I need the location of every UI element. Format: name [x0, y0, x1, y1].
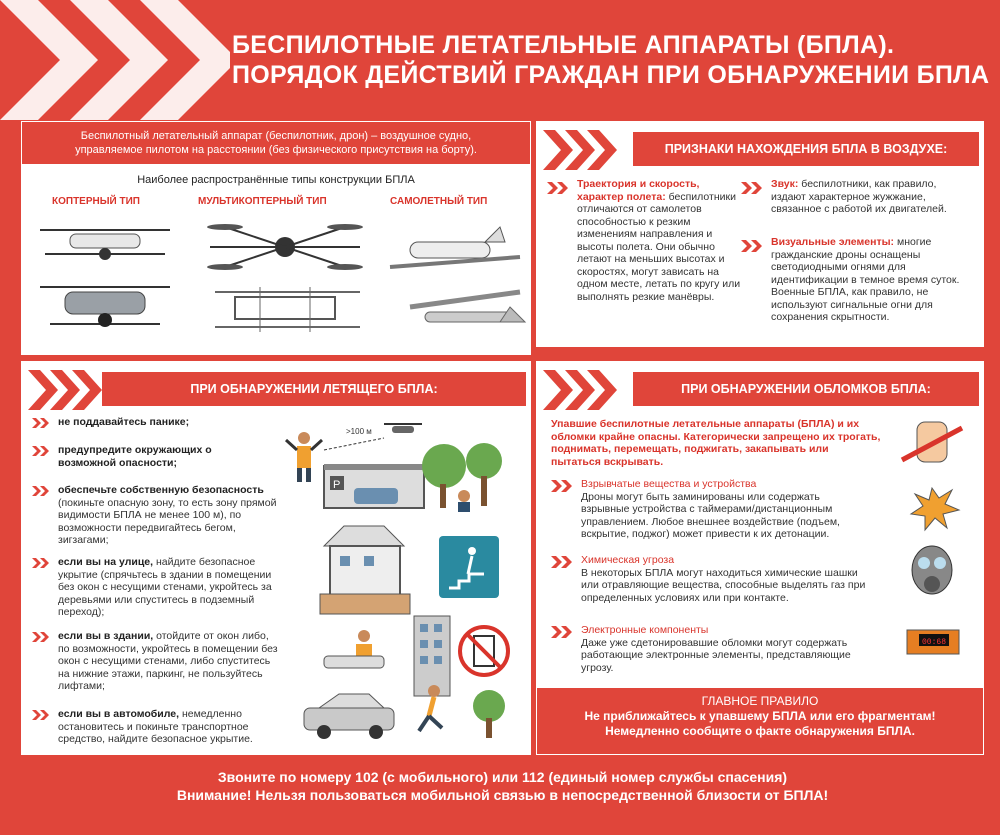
flying-illustrations: [284, 416, 524, 746]
arrow-icon: [32, 486, 50, 496]
item-text: немедленно остановитесь и покиньте транспортное средство, найдите безопасное укрытие.: [58, 708, 253, 745]
arrow-icon: [741, 182, 765, 194]
rule-line2: Немедленно сообщите о факте обнаружения БПЛА.: [605, 724, 915, 738]
underground-passage-sign-icon: [439, 536, 499, 598]
chemical-title: Химическая угроза: [581, 554, 675, 566]
debris-chevrons: [543, 370, 633, 410]
signs-heading: ПРИЗНАКИ НАХОЖДЕНИЯ БПЛА В ВОЗДУХЕ:: [633, 132, 979, 166]
item-bold: обеспечьте собственную безопасность: [58, 484, 264, 496]
time-bomb-icon: [907, 630, 959, 654]
rule-line1: Не приближайтесь к упавшему БПЛА или его фрагментам!: [584, 709, 936, 723]
small-drone-icon: [384, 424, 422, 433]
sound-text: беспилотники, как правило, издают характерное жужжание, связанное с работой их двигателей.: [771, 178, 947, 215]
list-item: [32, 630, 282, 693]
tree-shelter-icon: [422, 443, 502, 512]
signs-panel: [537, 122, 983, 346]
fixed-wing-drone-icon: [410, 292, 525, 322]
multicopter-drone-2-icon: [215, 287, 360, 332]
list-item: [32, 444, 282, 469]
apartment-building-icon: [414, 616, 450, 696]
item-bold: не поддавайтесь панике;: [58, 416, 190, 428]
item-text: найдите безопасное укрытие (спрячьтесь в здании в помещении без окон с несущими стенами, укройтесь за деревьями или спуститесь в подземный переход);: [58, 556, 272, 618]
header-chevrons: [0, 0, 230, 120]
copter-drone-2-icon: [40, 287, 170, 327]
electronic-title: Электронные компоненты: [581, 624, 709, 636]
gas-mask-icon: [912, 546, 952, 594]
parking-garage-icon: [324, 464, 424, 508]
arrow-icon: [551, 480, 575, 492]
trajectory-text: беспилотники отличаются от самолетов способностью к резким изменениям направления и высоты полета. Они обычно летают на меньших высотах и скоростях, могут зависать на одном месте, летать по кругу или выполнять резкие манёвры.: [577, 190, 741, 303]
arrow-icon: [32, 632, 50, 642]
arrow-icon: [551, 556, 575, 568]
footer: [22, 762, 983, 822]
vtol-plane-drone-icon: [390, 227, 520, 267]
visual-text: многие гражданские дроны оснащены светодиодными огнями для идентификации в темное время суток. Военные БПЛА, как правило, не используют сигнальные огни для сохранения скрытности.: [771, 236, 960, 323]
arrow-icon: [741, 240, 765, 252]
explosion-icon: [911, 488, 959, 530]
explosive-title: Взрывчатые вещества и устройства: [581, 478, 757, 490]
debris-icons: [897, 418, 977, 668]
building-basement-icon: [320, 526, 410, 614]
main-rule-box: [537, 688, 983, 754]
chemical-text: В некоторых БПЛА могут находиться химические шашки или отравляющие вещества, способные выделять газ при определенных условиях или при контакте.: [581, 566, 866, 604]
page-title: БЕСПИЛОТНЫЕ ЛЕТАТЕЛЬНЫЕ АППАРАТЫ (БПЛА). ПОРЯДОК ДЕЙСТВИЙ ГРАЖДАН ПРИ ОБНАРУЖЕНИИ БПЛА: [232, 31, 990, 89]
debris-heading: ПРИ ОБНАРУЖЕНИИ ОБЛОМКОВ БПЛА:: [633, 372, 979, 406]
list-item: [32, 708, 282, 746]
copter-drone-icon: [40, 230, 170, 260]
electronic-text: Даже уже сдетонировавшие обломки могут содержать работающие электронные элементы, представляющие угрозу.: [581, 636, 851, 674]
visual-title: Визуальные элементы:: [771, 236, 895, 248]
item-text: (покиньте опасную зону, то есть зону прямой видимости БПЛА не менее 100 м), по возможности передвигайтесь бегом, зигзагами;: [58, 496, 277, 546]
debris-panel: [537, 362, 983, 754]
explosive-text: Дроны могут быть заминированы или содержать взрывные устройства с таймерами/дистанционным управлением. Любое внешнее воздействие (подъем, вскрытие, поджог) может привести к их детонации.: [581, 490, 840, 540]
list-item: [32, 484, 282, 547]
list-item: [32, 556, 282, 619]
sound-title: Звук:: [771, 178, 799, 190]
person-warning-icon: [286, 432, 322, 482]
person-sheltering-icon: [324, 630, 384, 668]
timer-label: 00:68: [922, 638, 947, 647]
arrow-icon: [32, 558, 50, 568]
arrow-icon: [32, 710, 50, 720]
item-text: отойдите от окон либо, по возможности, укройтесь в помещении без окон с несущими стенами, либо спуститесь на нижние этажи, паркинг, не пользуйтесь лифтами;: [58, 630, 278, 692]
list-item: [32, 416, 282, 429]
types-heading: Наиболее распространённые типы конструкции БПЛА: [137, 174, 415, 186]
arrow-icon: [32, 418, 50, 428]
item-bold: предупредите окружающих о возможной опасности;: [58, 444, 212, 469]
no-elevator-sign-icon: [460, 627, 508, 675]
multicopter-drone-icon: [207, 224, 363, 270]
type-plane-label: САМОЛЕТНЫЙ ТИП: [390, 196, 488, 207]
car-icon: [304, 694, 394, 739]
footer-line1: Звоните по номеру 102 (с мобильного) или 112 (единый номер службы спасения): [217, 769, 788, 785]
type-copter-label: КОПТЕРНЫЙ ТИП: [52, 196, 140, 207]
trajectory-title: Траектория и скорость, характер полета:: [577, 178, 700, 203]
item-bold: если вы на улице,: [58, 556, 154, 568]
no-touch-hand-icon: [902, 422, 962, 462]
rule-title: ГЛАВНОЕ ПРАВИЛО: [701, 694, 819, 708]
flying-panel: [22, 362, 530, 754]
flying-heading: ПРИ ОБНАРУЖЕНИИ ЛЕТЯЩЕГО БПЛА:: [102, 372, 526, 406]
type-multicopter-label: МУЛЬТИКОПТЕРНЫЙ ТИП: [198, 196, 327, 207]
item-bold: если вы в здании,: [58, 630, 154, 642]
definition-text: Беспилотный летательный аппарат (беспилотник, дрон) – воздушное судно, управляемое пилотом на расстоянии (без физического присутствия на борту).: [22, 122, 530, 164]
definition-panel: [22, 122, 530, 354]
footer-line2: Внимание! Нельзя пользоваться мобильной связью в непосредственной близости от БПЛА!: [176, 787, 829, 803]
signs-chevrons: [543, 130, 633, 170]
arrow-icon: [547, 182, 571, 194]
parking-label: P: [333, 479, 341, 491]
arrow-icon: [551, 626, 575, 638]
drone-types-illustration: [30, 212, 530, 347]
tree-icon: [473, 690, 505, 738]
item-bold: если вы в автомобиле,: [58, 708, 180, 720]
debris-warning: Упавшие беспилотные летательные аппараты (БПЛА) и их обломки крайне опасны. Категорически запрещено их трогать, поднимать, перемещать, поджигать, закапывать или пытаться вскрывать.: [551, 418, 881, 468]
distance-label: >100 м: [346, 427, 372, 436]
arrow-icon: [32, 446, 50, 456]
